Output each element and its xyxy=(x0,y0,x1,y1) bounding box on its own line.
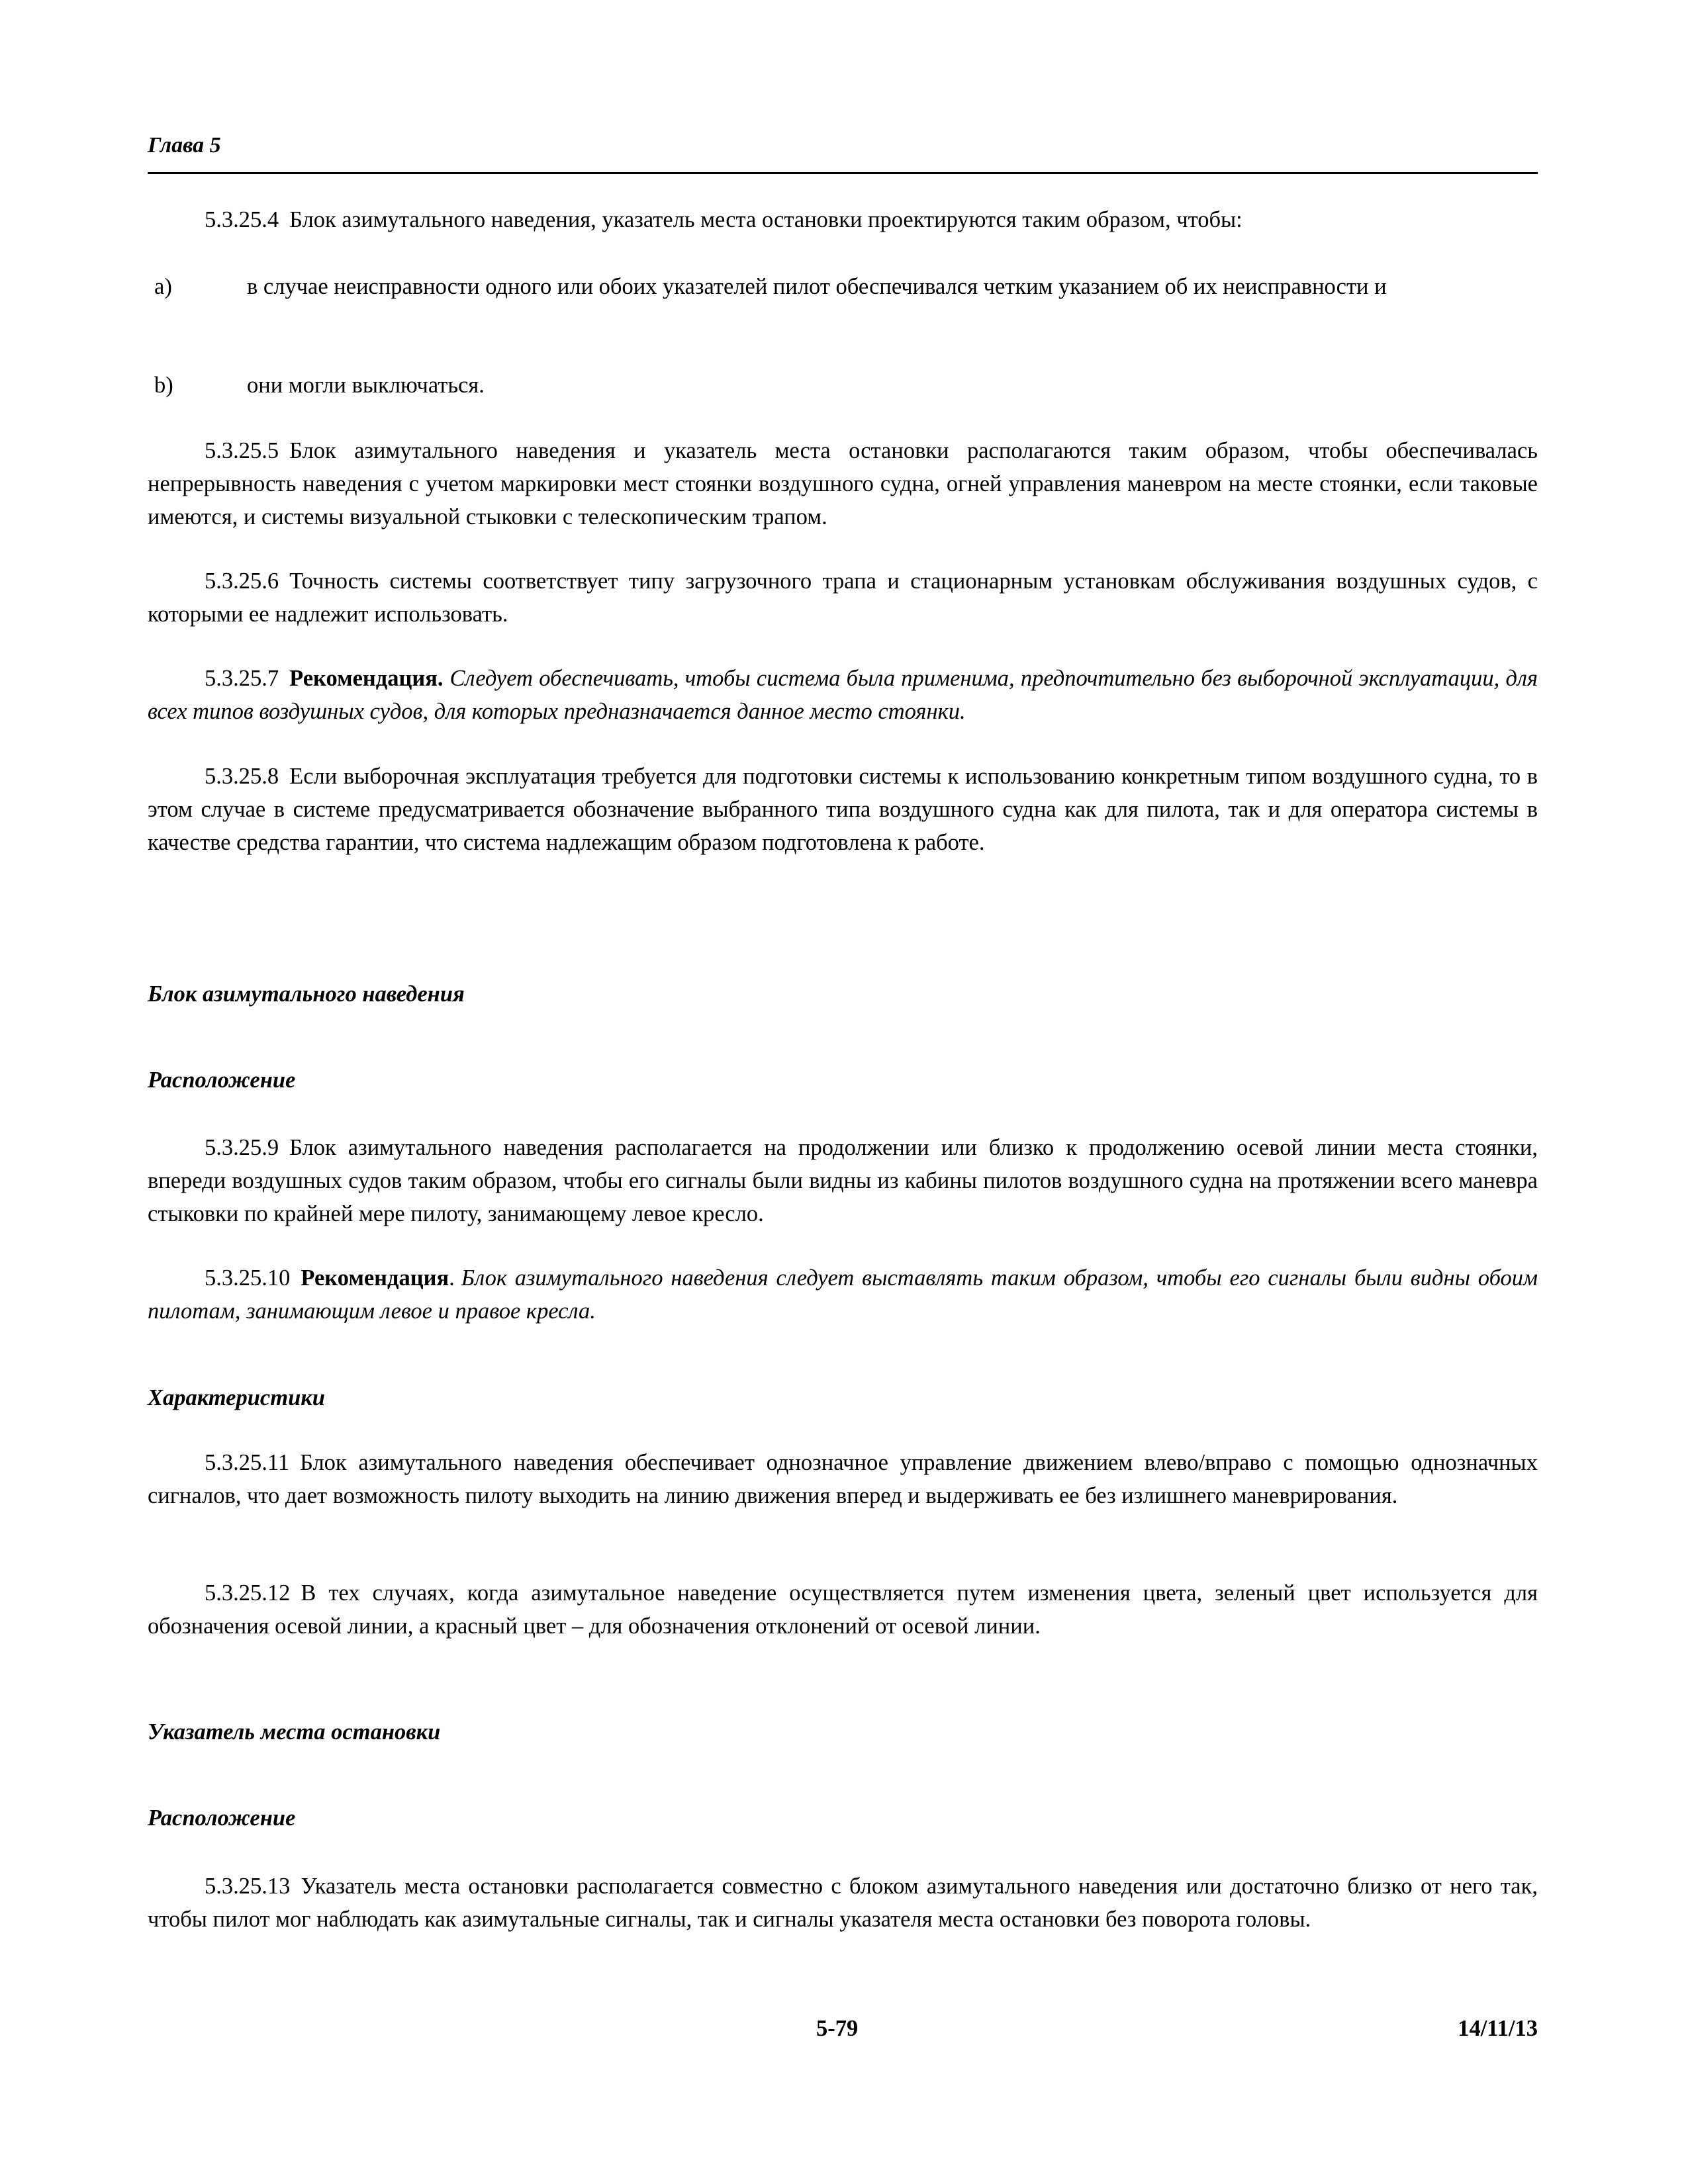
paragraph-5-3-25-10 xyxy=(148,1261,1538,1328)
header-divider xyxy=(148,172,1538,174)
paragraph-5-3-25-4 xyxy=(148,203,1538,236)
recommendation-text: Блок азимутального наведения следует выставлять таким образом, чтобы его сигналы были видны обоим пилотам, занимающим левое и правое кресла. xyxy=(148,1265,1538,1324)
list-marker: a) xyxy=(154,274,172,299)
label-period: . xyxy=(449,1265,455,1291)
paragraph-5-3-25-11 xyxy=(148,1446,1538,1512)
chapter-title: Глава 5 xyxy=(148,133,221,158)
paragraph-number: 5.3.25.12 xyxy=(205,1580,291,1606)
page-header xyxy=(148,132,1538,159)
list-item-text: в случае неисправности одного или обоих указателей пилот обеспечивался четким указанием об их неисправности и xyxy=(247,274,1387,299)
paragraph-text: Блок азимутального наведения, указатель места остановки проектируются таким образом, чтобы: xyxy=(289,207,1243,232)
paragraph-number: 5.3.25.6 xyxy=(205,569,279,594)
paragraph-5-3-25-8 xyxy=(148,760,1538,859)
list-item-a xyxy=(148,270,1538,303)
section-heading-azimuth-unit: Блок азимутального наведения xyxy=(148,981,465,1007)
recommendation-label: Рекомендация. xyxy=(289,666,444,691)
paragraph-text: Блок азимутального наведения обеспечивает однозначное управление движением влево/вправо с помощью однозначных сигналов, что дает возможность пилоту выходить на линию движения вперед и выдерживать ее без излишнего маневрирования. xyxy=(148,1450,1538,1508)
page-number: 5-79 xyxy=(816,2016,859,2041)
subsection-heading-location: Расположение xyxy=(148,1068,296,1093)
paragraph-text: Точность системы соответствует типу загрузочного трапа и стационарным установкам обслуживания воздушных судов, с которыми ее надлежит использовать. xyxy=(148,569,1538,627)
section-heading-stop-indicator: Указатель места остановки xyxy=(148,1719,441,1745)
page-footer xyxy=(148,2012,1538,2045)
paragraph-number: 5.3.25.8 xyxy=(205,764,279,789)
paragraph-text: Если выборочная эксплуатация требуется для подготовки системы к использованию конкретным типом воздушного судна, то в этом случае в системе предусматривается обозначение выбранного типа воздушного судна как для пилота, так и для оператора системы в качестве средства гарантии, что система надлежащим образом подготовлена к работе. xyxy=(148,764,1538,855)
paragraph-number: 5.3.25.9 xyxy=(205,1135,279,1160)
document-page xyxy=(148,0,1538,2184)
paragraph-text: Блок азимутального наведения и указатель места остановки располагаются таким образом, чтобы обеспечивалась непрерывность наведения с учетом маркировки мест стоянки воздушного судна, огней управления маневром на месте стоянки, если таковые имеются, и системы визуальной стыковки с телескопическим трапом. xyxy=(148,438,1538,529)
paragraph-5-3-25-7 xyxy=(148,662,1538,728)
subsection-heading-location: Расположение xyxy=(148,1805,296,1831)
paragraph-text: Блок азимутального наведения располагается на продолжении или близко к продолжению осевой линии места стоянки, впереди воздушных судов таким образом, чтобы его сигналы были видны из кабины пилотов воздушного судна на протяжении всего маневра стыковки по крайней мере пилоту, занимающему левое кресло. xyxy=(148,1135,1538,1226)
paragraph-number: 5.3.25.5 xyxy=(205,438,279,463)
paragraph-text: Указатель места остановки располагается совместно с блоком азимутального наведения или достаточно близко от него так, чтобы пилот мог наблюдать как азимутальные сигналы, так и сигналы указателя места остановки без поворота головы. xyxy=(148,1874,1538,1932)
paragraph-5-3-25-13 xyxy=(148,1870,1538,1936)
list-item-text: они могли выключаться. xyxy=(247,373,485,398)
paragraph-5-3-25-12 xyxy=(148,1576,1538,1643)
paragraph-number: 5.3.25.4 xyxy=(205,207,279,232)
paragraph-number: 5.3.25.11 xyxy=(205,1450,290,1475)
paragraph-number: 5.3.25.10 xyxy=(205,1265,291,1291)
paragraph-5-3-25-5 xyxy=(148,434,1538,533)
paragraph-number: 5.3.25.7 xyxy=(205,666,279,691)
paragraph-5-3-25-9 xyxy=(148,1131,1538,1230)
subsection-heading-characteristics: Характеристики xyxy=(148,1385,325,1410)
amendment-date: 14/11/13 xyxy=(1458,2016,1538,2041)
paragraph-5-3-25-6 xyxy=(148,565,1538,631)
list-item-b xyxy=(148,369,1538,402)
paragraph-text: В тех случаях, когда азимутальное наведение осуществляется путем изменения цвета, зеленый цвет используется для обозначения осевой линии, а красный цвет – для обозначения отклонений от осевой линии. xyxy=(148,1580,1538,1639)
recommendation-text: Следует обеспечивать, чтобы система была применима, предпочтительно без выборочной эксплуатации, для всех типов воздушных судов, для которых предназначается данное место стоянки. xyxy=(148,666,1538,724)
recommendation-label: Рекомендация xyxy=(301,1265,449,1291)
list-marker: b) xyxy=(154,373,173,398)
paragraph-number: 5.3.25.13 xyxy=(205,1874,291,1899)
